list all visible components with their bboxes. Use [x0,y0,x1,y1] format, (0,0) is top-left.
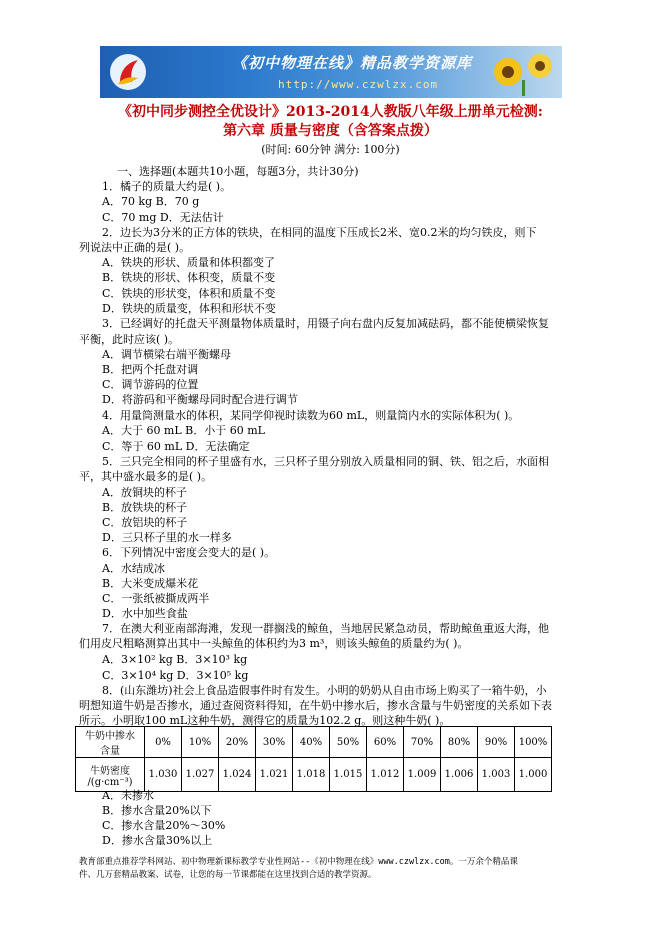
question-line: 6．下列情况中密度会变大的是( )。 [102,546,276,559]
header-banner [100,46,562,98]
table-cell: 50% [330,727,367,758]
option-line: C．3×10⁴ kg D．3×10⁵ kg [102,669,249,682]
question-line: 5．三只完全相同的杯子里盛有水，三只杯子里分别放入质量相同的铜、铁、铝之后，水面相 [102,455,549,468]
option-line: C．铁块的形状变，体积和质量不变 [102,287,276,300]
page-subtitle: 第六章 质量与密度（含答案点拨） [223,123,438,139]
question-line: 平，其中盛水最多的是( )。 [79,470,213,483]
question-line: 8．(山东潍坊)社会上食品造假事件时有发生。小明的奶奶从自由市场上购买了一箱牛奶，小 [102,684,547,697]
option-line: A．放铜块的杯子 [102,486,187,499]
option-line: D．三只杯子里的水一样多 [102,531,232,544]
option-line: B．把两个托盘对调 [102,363,199,376]
sunflower-icon [488,48,558,96]
option-line: A．调节横梁右端平衡螺母 [102,348,231,361]
table-cell: 1.021 [256,758,293,792]
footer-line: 教育部重点推荐学科网站、初中物理新课标教学专业性网站--《初中物理在线》www.czwlzx.com。一万余个精品课 [79,857,518,867]
banner-url: http://www.czwlzx.com [278,78,439,91]
table-cell: 90% [478,727,515,758]
table-cell: 60% [367,727,404,758]
table-cell: 1.030 [145,758,182,792]
table-cell: 1.024 [219,758,256,792]
banner-title: 《初中物理在线》精品教学资源库 [232,54,473,72]
page-footer [79,856,599,882]
table-cell: 40% [293,727,330,758]
section-heading: 一、选择题(本题共10小题，每题3分，共计30分) [117,165,359,178]
footer-line: 件、几万套精品教案、试卷，让您的每一节课都能在这里找到合适的教学资源。 [79,870,377,880]
table-row [76,758,552,792]
table-row-header: 牛奶中掺水 含量 [76,727,145,758]
option-line: A．大于 60 mL B．小于 60 mL [102,424,265,437]
time-score-info: (时间: 60分钟 满分: 100分) [261,143,400,156]
option-line: C．掺水含量20%～30% [102,819,226,832]
table-row [76,727,552,758]
question-line: 列说法中正确的是( )。 [79,241,191,254]
question-line: 3．已经调好的托盘天平测量物体质量时，用镊子向右盘内反复加减砝码，都不能使横梁恢复 [102,317,549,330]
site-logo-icon [108,52,148,92]
table-cell: 1.027 [182,758,219,792]
table-row-header: 牛奶密度 /(g·cm⁻³) [76,758,145,792]
table-cell: 1.018 [293,758,330,792]
option-line: A．水结成冰 [102,562,165,575]
question-line: 2．边长为3分米的正方体的铁块，在相同的温度下压成长2米、宽0.2米的均匀铁皮，则下 [102,226,537,239]
option-line: D．掺水含量30%以上 [102,834,213,847]
milk-density-table [75,726,552,792]
option-line: B．掺水含量20%以下 [102,804,212,817]
question-line: 平衡，此时应该( )。 [79,333,180,346]
option-line: C．调节游码的位置 [102,378,199,391]
option-line: C．等于 60 mL D．无法确定 [102,440,250,453]
question-line: 7．在澳大利亚南部海滩，发现一群搁浅的鲸鱼，当地居民紧急动员，帮助鲸鱼重返大海，他 [102,622,549,635]
question-line: 明想知道牛奶是否掺水，通过查阅资料得知，在牛奶中掺水后，掺水含量与牛奶密度的关系如下表 [79,699,552,712]
option-line: C．放铝块的杯子 [102,516,188,529]
question-line: 1．橘子的质量大约是( )。 [102,180,232,193]
option-line: A．未掺水 [102,789,154,802]
table-cell: 80% [441,727,478,758]
option-line: D．水中加些食盐 [102,607,188,620]
table-cell: 70% [404,727,441,758]
table-cell: 1.000 [515,758,552,792]
option-line: B．放铁块的杯子 [102,501,188,514]
table-cell: 30% [256,727,293,758]
question-line: 4．用量筒测量水的体积，某同学仰视时读数为60 mL，则量筒内水的实际体积为( )。 [102,409,520,422]
option-line: A．70 kg B．70 g [102,195,200,208]
option-line: D．将游码和平衡螺母同时配合进行调节 [102,393,298,406]
option-line: D．铁块的质量变，体积和形状不变 [102,302,276,315]
table-cell: 1.006 [441,758,478,792]
table-cell: 0% [145,727,182,758]
page-title: 《初中同步测控全优设计》2013-2014人教版八年级上册单元检测: [118,104,543,120]
table-cell: 1.003 [478,758,515,792]
table-cell: 20% [219,727,256,758]
table-cell: 10% [182,727,219,758]
option-line: A．3×10² kg B．3×10³ kg [102,653,248,666]
option-line: B．铁块的形状、体积变，质量不变 [102,271,276,284]
option-line: B．大米变成爆米花 [102,577,199,590]
option-line: C．70 mg D．无法估计 [102,211,224,224]
table-cell: 1.012 [367,758,404,792]
table-cell: 100% [515,727,552,758]
table-cell: 1.009 [404,758,441,792]
option-line: A．铁块的形状、质量和体积都变了 [102,256,275,269]
option-line: C．一张纸被撕成两半 [102,592,210,605]
table-cell: 1.015 [330,758,367,792]
question-line: 所示。小明取100 mL这种牛奶，测得它的质量为102.2 g。则这种牛奶( )。 [79,714,451,727]
question-line: 们用皮尺粗略测算出其中一头鲸鱼的体积约为3 m³，则该头鲸鱼的质量约为( )。 [79,637,469,650]
